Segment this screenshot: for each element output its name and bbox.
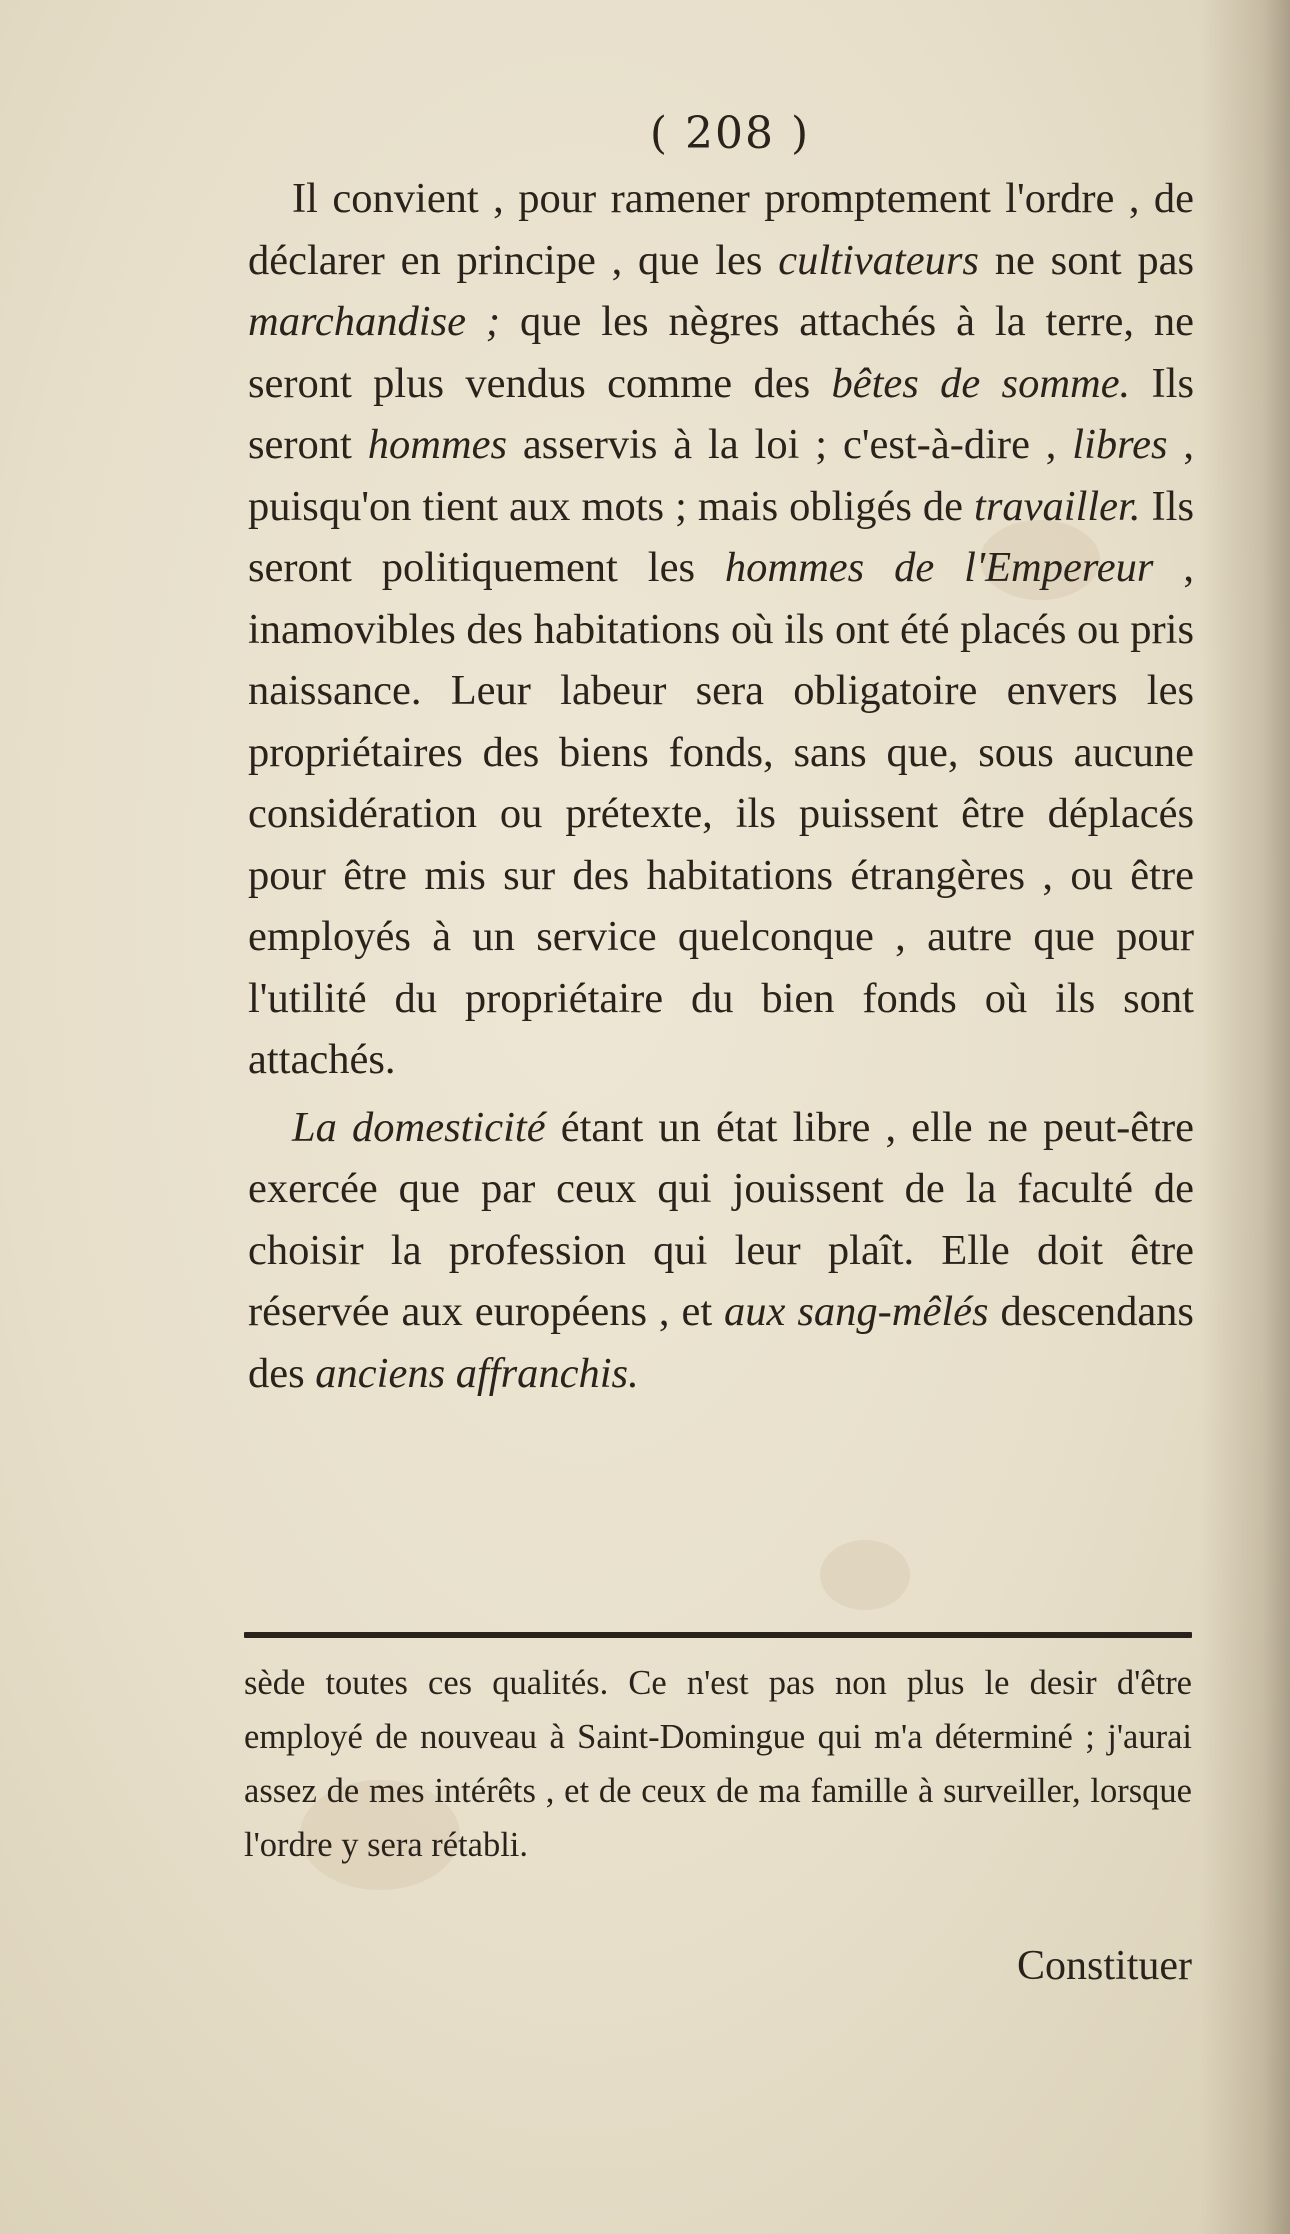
page-number: ( 208 ) (649, 108, 811, 159)
text-run: , puisqu'on tient aux mots ; mais obligés de (248, 421, 1194, 530)
italic-phrase: libres (1072, 421, 1168, 468)
text-run: Ils seront (248, 359, 1195, 468)
italic-phrase: anciens affranchis. (315, 1349, 639, 1397)
italic-phrase: hommes (367, 421, 508, 468)
footnote-separator-rule (244, 1632, 1192, 1638)
text-run: descendans des (248, 1288, 1194, 1397)
text-run: Ils seront politiquement les (248, 482, 1195, 591)
italic-phrase: marchandise ; (248, 298, 501, 345)
italic-phrase: La domesticité (292, 1103, 546, 1151)
text-run: étant un état libre , elle ne peut-être exercée que par ceux qui jouissent de la faculté de choisir la profession qui leur plaît. Elle doit être réservée aux européens , et (248, 1103, 1194, 1335)
foxing-stain (820, 1540, 910, 1610)
text-run: ne sont pas (978, 236, 1194, 284)
italic-phrase: aux sang-mêlés (724, 1288, 989, 1335)
text-run: asservis à la loi ; c'est-à-dire , (507, 421, 1073, 468)
catchword: Constituer (1017, 1943, 1192, 1989)
spine-shadow (1200, 0, 1290, 2234)
italic-phrase: cultivateurs (778, 236, 979, 284)
italic-phrase: bêtes de somme. (831, 359, 1131, 407)
text-run: que les nègres attachés à la terre, ne seront plus vendus comme des (248, 298, 1195, 407)
body-text (248, 168, 1194, 1404)
italic-phrase: travailler. (974, 482, 1141, 530)
paragraph (248, 168, 1194, 1091)
text-run: , inamovibles des habitations où ils ont été placés ou pris naissance. Leur labeur sera obligatoire envers les propriétaires des biens fonds, sans que, sous aucune considération ou prétexte, ils puissent être déplacés pour être mis sur des habitations étrangères , ou être employés à un service quelconque , autre que pour l'utilité du propriétaire du bien fonds où ils sont attachés. (248, 544, 1194, 1083)
paragraph (248, 1097, 1194, 1405)
text-run: Il convient , pour ramener promptement l'ordre , de déclarer en principe , que les (248, 175, 1194, 284)
italic-phrase: hommes de l'Empereur (724, 544, 1154, 591)
footnote-text: sède toutes ces qualités. Ce n'est pas non plus le desir d'être employé de nouveau à Saint-Domingue qui m'a déterminé ; j'aurai assez de mes intérêts , et de ceux de ma famille à surveiller, lorsque l'ordre y sera rétabli. (244, 1664, 1192, 1864)
